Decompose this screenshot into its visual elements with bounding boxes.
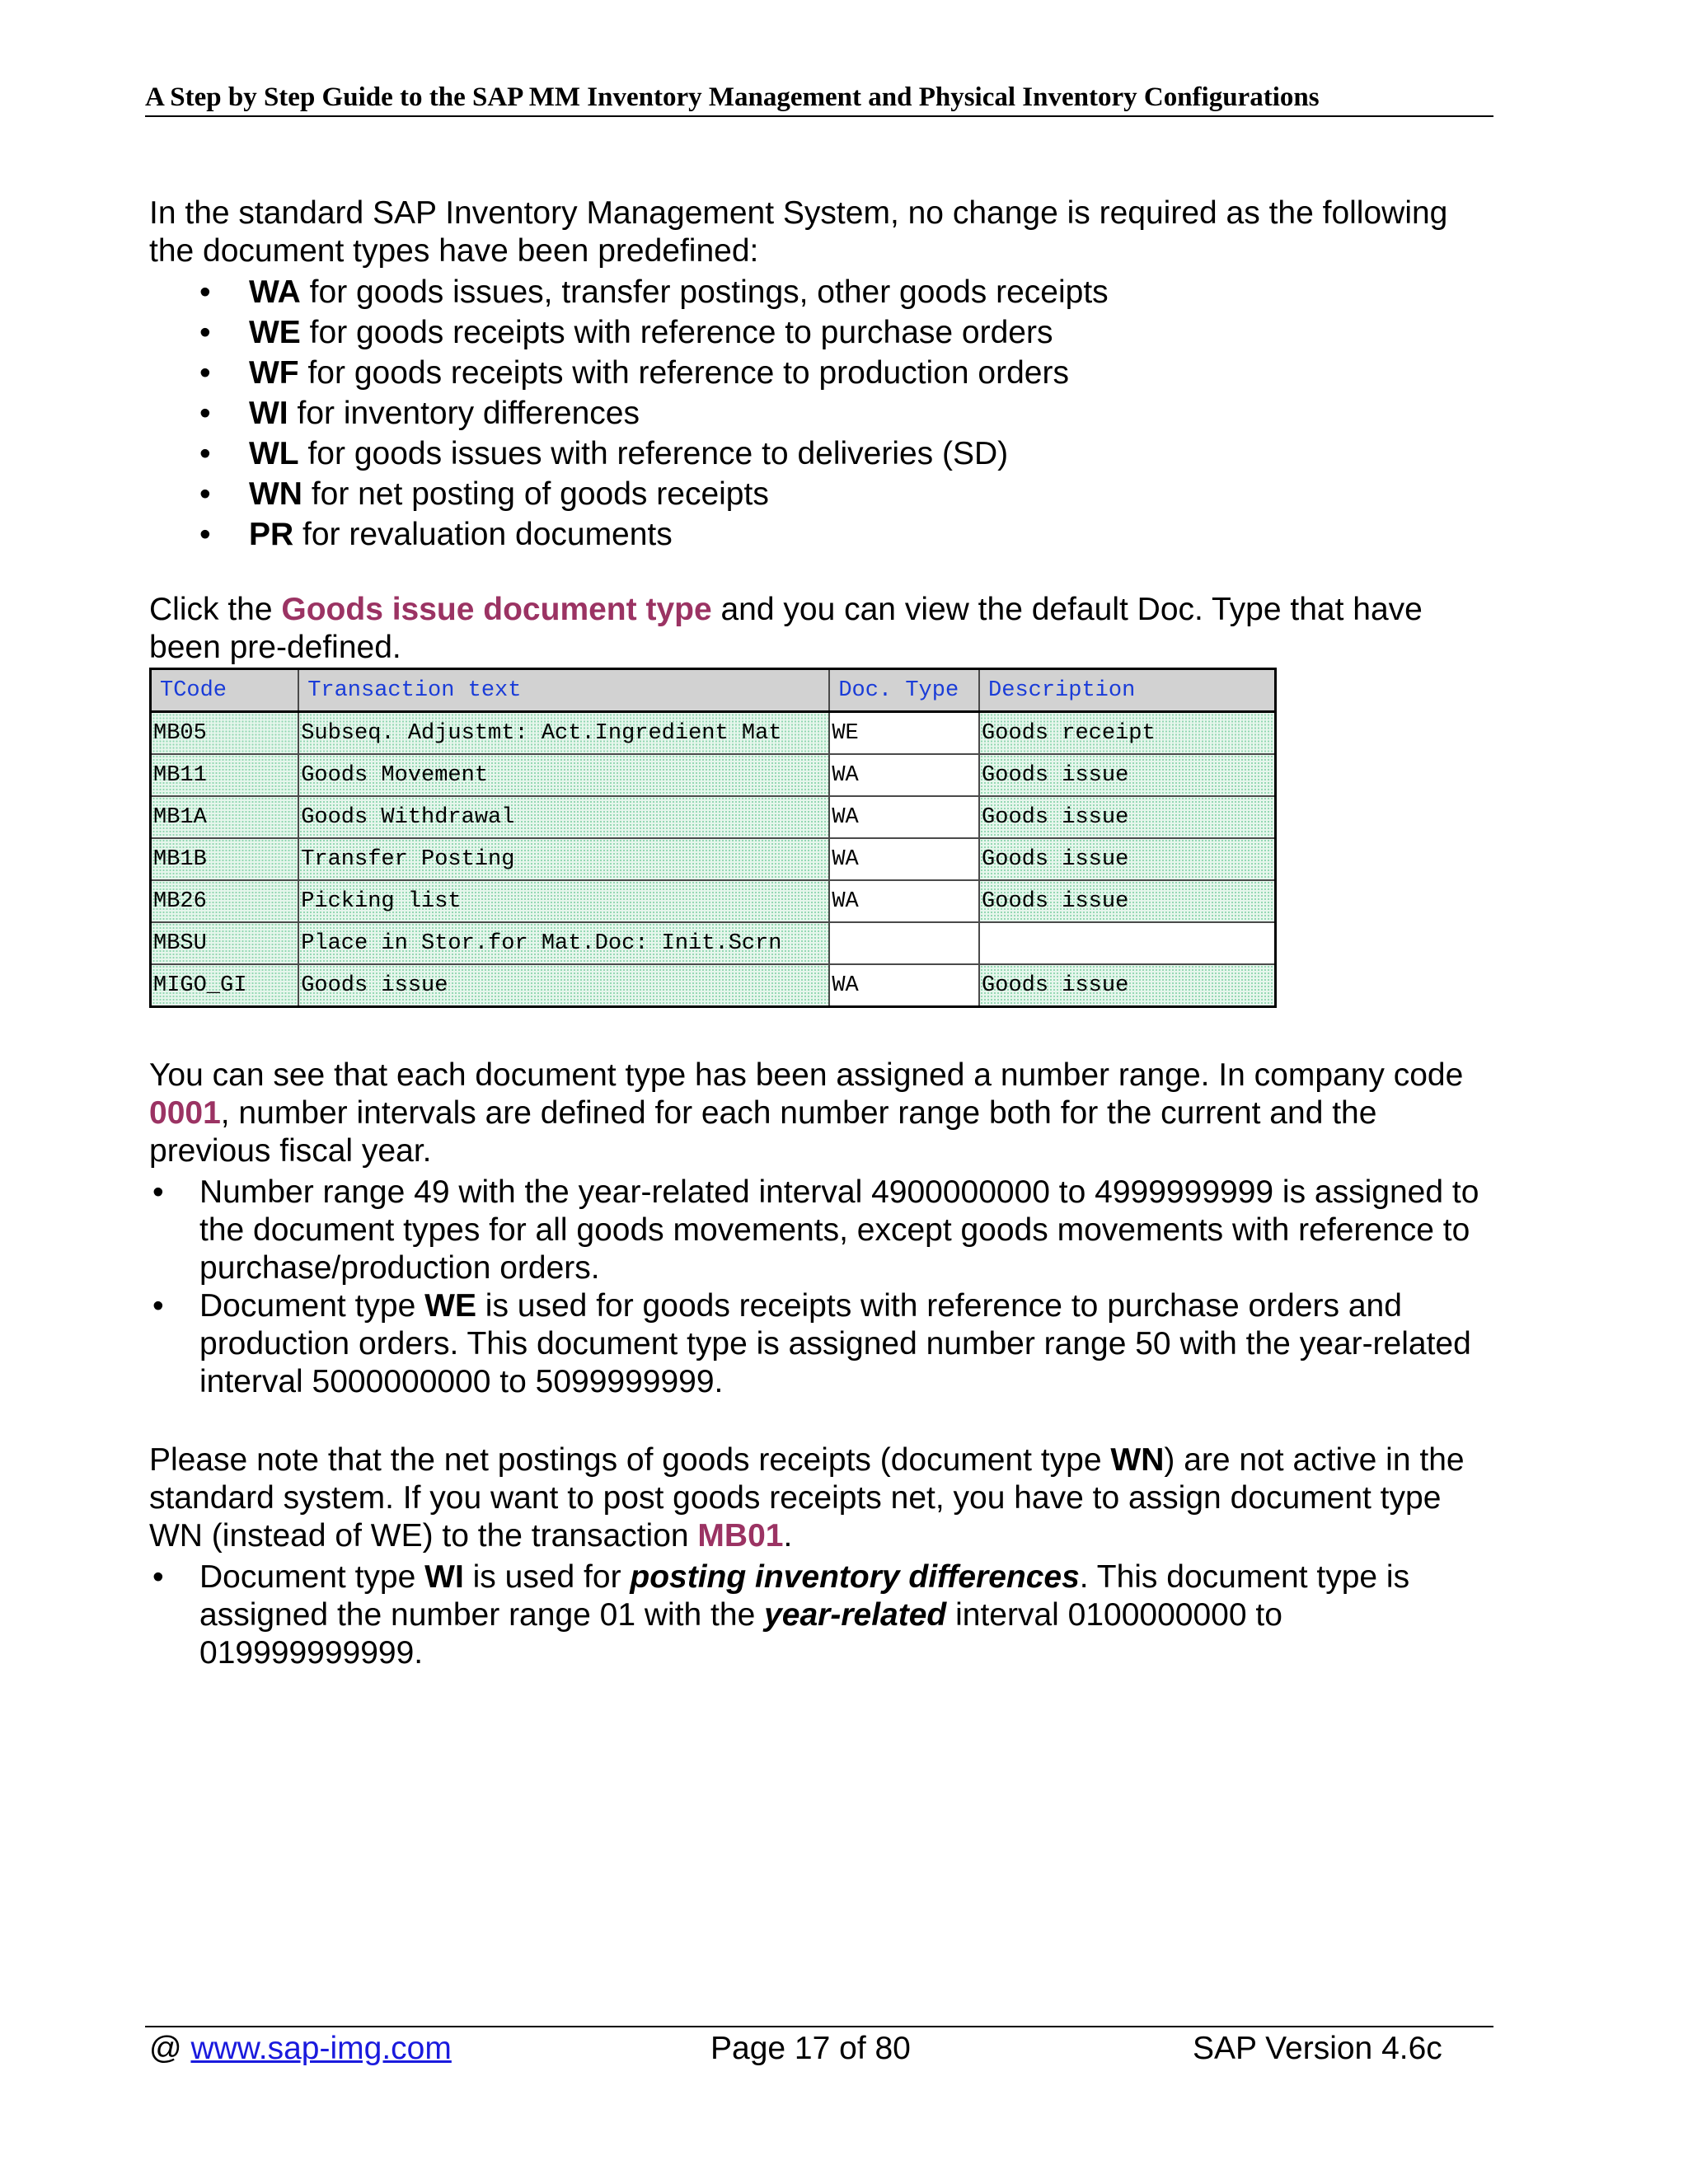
list-item: • WI for inventory differences xyxy=(199,396,640,431)
list-item: • PR for revaluation documents xyxy=(199,517,673,552)
doc-type-desc: for goods issues, transfer postings, other goods receipts xyxy=(300,274,1109,310)
table-row xyxy=(151,964,1276,1007)
emphasis-posting-inventory-differences: posting inventory differences xyxy=(630,1559,1080,1595)
cell-description: Goods issue xyxy=(979,880,1275,922)
cell-tcode: MB26 xyxy=(151,880,299,922)
company-code: 0001 xyxy=(149,1095,221,1131)
cell-transaction-text: Transfer Posting xyxy=(298,838,829,880)
doc-type-code: WI xyxy=(249,396,288,431)
site-link[interactable]: www.sap-img.com xyxy=(190,2031,452,2066)
doc-type-table xyxy=(149,668,1277,1008)
text: and you can view the default Doc. Type that have been pre-defined. xyxy=(149,592,1423,665)
emphasis-year-related: year-related xyxy=(764,1597,947,1633)
table-row xyxy=(151,838,1276,880)
list-item: • Document type WI is used for posting inventory differences. This document type is assigned the number range 01 with the year-related interval 0100000000 to 019999999999. xyxy=(152,1559,1410,1671)
cell-transaction-text: Goods issue xyxy=(298,964,829,1007)
column-header-tcode: TCode xyxy=(151,669,299,712)
cell-description: Goods issue xyxy=(979,754,1275,796)
doc-type-code: WL xyxy=(249,436,299,471)
table-row xyxy=(151,754,1276,796)
doc-type-code: WA xyxy=(249,274,301,310)
list-item: • WL for goods issues with reference to deliveries (SD) xyxy=(199,436,1009,471)
cell-tcode: MB1A xyxy=(151,796,299,838)
cell-description: Goods issue xyxy=(979,838,1275,880)
doc-type-code: PR xyxy=(249,517,294,552)
cell-tcode: MB11 xyxy=(151,754,299,796)
table-row xyxy=(151,880,1276,922)
text: Document type xyxy=(199,1288,425,1324)
cell-doc-type: WA xyxy=(829,754,979,796)
cell-doc-type: WA xyxy=(829,880,979,922)
cell-description: Goods issue xyxy=(979,964,1275,1007)
doc-type-desc: for goods issues with reference to deliveries (SD) xyxy=(298,436,1009,471)
text: . This document type is assigned the number range 01 with the xyxy=(199,1559,1410,1633)
cell-description xyxy=(979,922,1275,964)
text: . xyxy=(783,1518,793,1554)
at-sign: @ xyxy=(149,2031,191,2066)
cell-doc-type: WE xyxy=(829,712,979,755)
doc-type-desc: for net posting of goods receipts xyxy=(302,476,769,512)
list-item: • Document type WE is used for goods receipts with reference to purchase orders and production orders. This document type is assigned number range 50 with the year-related interval 5000000000 to 5099999999. xyxy=(152,1288,1471,1399)
text: You can see that each document type has been assigned a number range. In company code xyxy=(149,1057,1464,1093)
click-paragraph xyxy=(149,591,1501,667)
doc-type-code: WE xyxy=(249,315,301,350)
sap-version: SAP Version 4.6c xyxy=(1193,2031,1442,2066)
cell-doc-type: WA xyxy=(829,964,979,1007)
cell-description: Goods issue xyxy=(979,796,1275,838)
cell-transaction-text: Goods Withdrawal xyxy=(298,796,829,838)
page-number: Page 17 of 80 xyxy=(710,2031,911,2066)
number-range-list xyxy=(149,1174,1501,1401)
cell-tcode: MB1B xyxy=(151,838,299,880)
cell-transaction-text: Place in Stor.for Mat.Doc: Init.Scrn xyxy=(298,922,829,964)
doc-type-desc: for inventory differences xyxy=(288,396,640,431)
list-item: • WN for net posting of goods receipts xyxy=(199,476,769,512)
intro-paragraph: In the standard SAP Inventory Management System, no change is required as the following the document types have been predefined: xyxy=(149,195,1448,269)
table-row xyxy=(151,712,1276,755)
list-item-text: Number range 49 with the year-related interval 4900000000 to 4999999999 is assigned to the document types for all goods movements, except goods movements with reference to purchase/production orders. xyxy=(199,1174,1479,1286)
note-paragraph xyxy=(149,1441,1501,1555)
cell-doc-type xyxy=(829,922,979,964)
doc-type-code: WN xyxy=(249,476,302,512)
text: is used for goods receipts with reference to purchase orders and production orders. This document type is assigned number range 50 with the year-related interval 5000000000 to 5099999999. xyxy=(199,1288,1471,1399)
table-row xyxy=(151,922,1276,964)
cell-tcode: MBSU xyxy=(151,922,299,964)
page-header: A Step by Step Guide to the SAP MM Inventory Management and Physical Inventory Configurations xyxy=(145,79,1493,117)
text: interval 0100000000 to 019999999999. xyxy=(199,1597,1282,1671)
column-header-transaction-text: Transaction text xyxy=(298,669,829,712)
transaction-mb01: MB01 xyxy=(697,1518,784,1554)
text: Please note that the net postings of goods receipts (document type xyxy=(149,1442,1111,1478)
table-header-row xyxy=(151,669,1276,712)
list-item: • WE for goods receipts with reference to purchase orders xyxy=(199,315,1053,350)
doc-type-wn: WN xyxy=(1110,1442,1165,1478)
list-item: • WF for goods receipts with reference to production orders xyxy=(199,355,1069,391)
cell-tcode: MB05 xyxy=(151,712,299,755)
footer-divider xyxy=(145,2026,1493,2027)
doc-type-wi: WI xyxy=(424,1559,464,1595)
table-row xyxy=(151,796,1276,838)
cell-tcode: MIGO_GI xyxy=(151,964,299,1007)
cell-doc-type: WA xyxy=(829,838,979,880)
document-types-list xyxy=(149,272,1109,555)
doc-type-desc: for revaluation documents xyxy=(293,517,673,552)
doc-type-we: WE xyxy=(424,1288,476,1324)
text: Click the xyxy=(149,592,282,627)
text: is used for xyxy=(463,1559,631,1595)
column-header-doc-type: Doc. Type xyxy=(829,669,979,712)
list-item: • Number range 49 with the year-related interval 4900000000 to 4999999999 is assigned to the document types for all goods movements, except goods movements with reference to purchase/production orders. xyxy=(152,1174,1479,1286)
doc-type-desc: for goods receipts with reference to purchase orders xyxy=(300,315,1053,350)
text: Document type xyxy=(199,1559,425,1595)
cell-description: Goods receipt xyxy=(979,712,1275,755)
inventory-differences-list xyxy=(149,1558,1501,1672)
cell-transaction-text: Picking list xyxy=(298,880,829,922)
footer-site xyxy=(149,2029,452,2069)
text: ) are not active in the standard system. If you want to post goods receipts net, you have to assign document type WN (instead of WE) to the transaction xyxy=(149,1442,1465,1554)
cell-transaction-text: Goods Movement xyxy=(298,754,829,796)
list-item: • WA for goods issues, transfer postings, other goods receipts xyxy=(199,274,1109,310)
text: , number intervals are defined for each number range both for the current and the previous fiscal year. xyxy=(149,1095,1377,1169)
doc-type-code: WF xyxy=(249,355,299,391)
cell-transaction-text: Subseq. Adjustmt: Act.Ingredient Mat xyxy=(298,712,829,755)
column-header-description: Description xyxy=(979,669,1275,712)
number-range-paragraph xyxy=(149,1057,1501,1170)
doc-type-desc: for goods receipts with reference to production orders xyxy=(298,355,1069,391)
goods-issue-doc-type-link: Goods issue document type xyxy=(281,592,712,627)
cell-doc-type: WA xyxy=(829,796,979,838)
